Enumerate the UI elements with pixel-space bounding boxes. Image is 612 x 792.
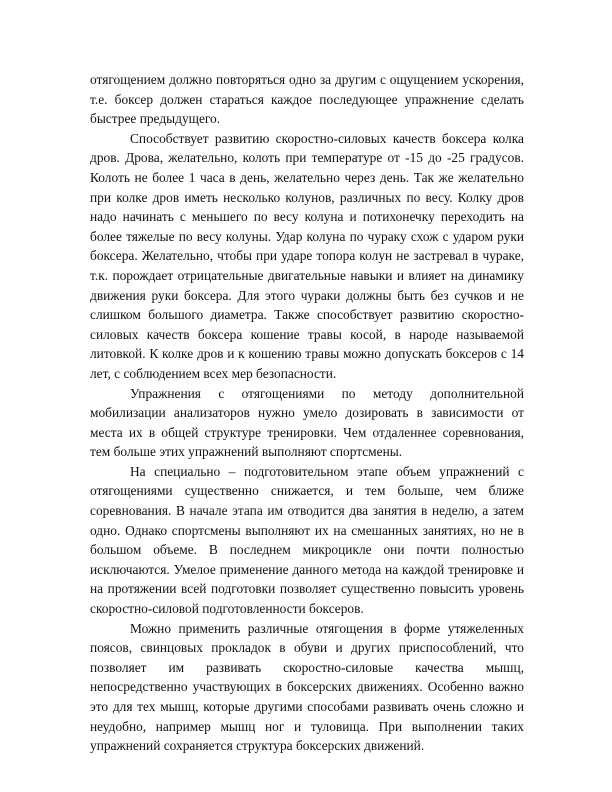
paragraph-special-preparatory: На специально – подготовительном этапе объем упражнений с отягощениями существенно снижается, и тем больше, чем ближе соревнования. В начале этапа им отводится два занятия в неделю, а затем одно. Однако спортсмены выполняют их на смешанных занятиях, но не в большом объеме. В последнем микроцикле они почти полностью исключаются. Умелое применение данного метода на каждой тренировке и на протяжении всей подготовки позволяет существенно повысить уровень скоростно-силовой подготовленности боксеров. [90, 463, 524, 617]
paragraph-wood-chopping: Способствует развитию скоростно-силовых качеств боксера колка дров. Дрова, желательно, колоть при температуре от -15 до -25 градусов. Колоть не более 1 часа в день, желательно через день. Так же желательно при колке дров иметь несколько колунов, различных по весу. Колку дров надо начинать с меньшего по весу колуна и потихонечку переходить на более тяжелые по весу колуны. Удар колуна по чураку схож с ударом руки боксера. Желательно, чтобы при ударе топора колун не застревал в чураке, т.к. порождает отрицательные двигательные навыки и влияет на динамику движения руки боксера. Для этого чураки должны быть без сучков и не слишком большого диаметра. Также способствует развитию скоростно-силовых качеств боксера кошение травы косой, в народе называемой литовкой. К колке дров и к кошению травы можно допускать боксеров с 14 лет, с соблюдением всех мер безопасности. [90, 130, 524, 381]
paragraph-dosage: Упражнения с отягощениями по методу дополнительной мобилизации анализаторов нужно умело дозировать в зависимости от места их в общей структуре тренировки. Чем отдаленнее соревнования, тем больше этих упражнений выполняют спортсмены. [90, 385, 524, 460]
body-text [90, 70, 524, 756]
paragraph-continued: отягощением должно повторяться одно за другим с ощущением ускорения, т.е. боксер должен стараться каждое последующее упражнение сделать быстрее предыдущего. [90, 72, 524, 127]
paragraph-weights: Можно применить различные отягощения в форме утяжеленных поясов, свинцовых прокладок в обуви и других приспособлений, что позволяет им развивать скоростно-силовые качества мышц, непосредственно участвующих в боксерских движениях. Особенно важно это для тех мышц, которые другими способами развивать очень сложно и неудобно, например мышц ног и туловища. При выполнении таких упражнений сохраняется структура боксерских движений. [90, 620, 524, 754]
